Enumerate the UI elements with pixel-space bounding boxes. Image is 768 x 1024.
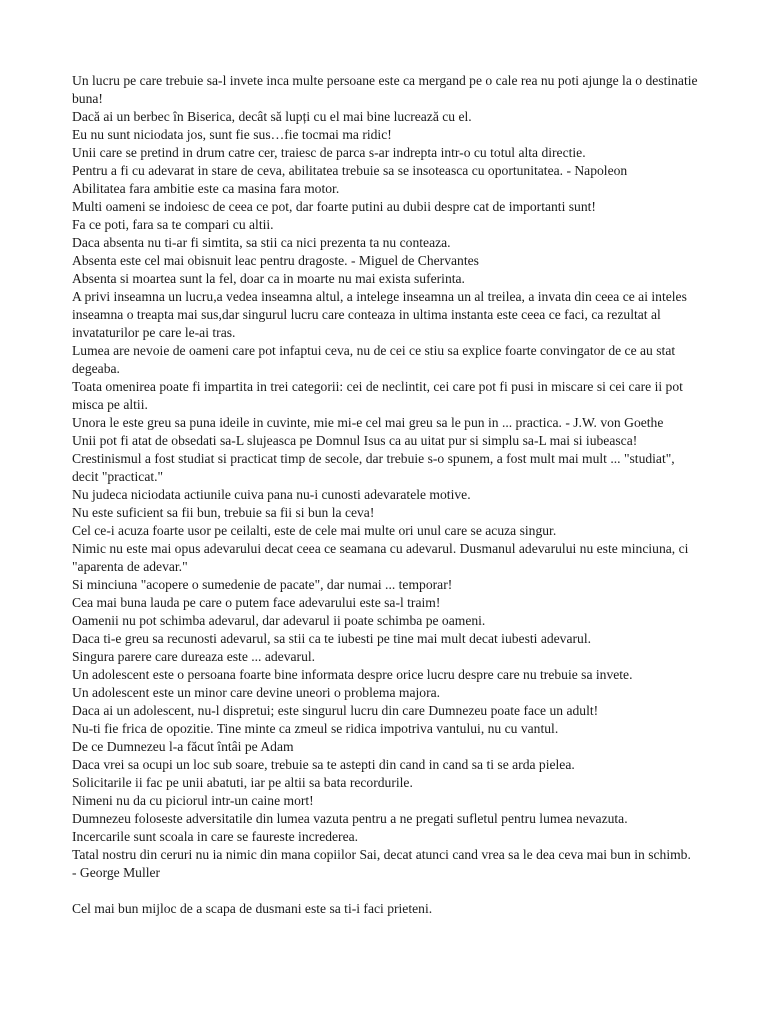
quote-paragraph: Absenta este cel mai obisnuit leac pentru dragoste. - Miguel de Chervantes	[72, 253, 479, 268]
quote-paragraph: Daca ti-e greu sa recunosti adevarul, sa stii ca te iubesti pe tine mai mult decat iubesti adevarul.	[72, 631, 592, 646]
quote-paragraph: Un adolescent este o persoana foarte bine informata despre orice lucru despre care nu trebuie sa invete.	[72, 667, 633, 682]
quote-paragraph: Tatal nostru din ceruri nu ia nimic din mana copiilor Sai, decat atunci cand vrea sa le dea ceva mai bun in schimb. - George Muller	[72, 847, 691, 880]
quote-paragraph: Unii care se pretind in drum catre cer, traiesc de parca s-ar indrepta intr-o cu totul alta directie.	[72, 145, 586, 160]
document-page	[72, 72, 698, 918]
quote-paragraph: A privi inseamna un lucru,a vedea inseamna altul, a intelege inseamna un al treilea, a invata din ceea ce ai inteles inseamna o treapta mai sus,dar singurul lucru care conteaza in ultima instanta este ceea ce faci, ca rezultat al invataturilor pe care le-ai tras.	[72, 289, 687, 340]
quote-paragraph: Lumea are nevoie de oameni care pot infaptui ceva, nu de cei ce stiu sa explice foarte convingator de ce au stat degeaba.	[72, 343, 676, 376]
quote-paragraph: Multi oameni se indoiesc de ceea ce pot, dar foarte putini au dubii despre cat de importanti sunt!	[72, 199, 596, 214]
quote-paragraph: Toata omenirea poate fi impartita in trei categorii: cei de neclintit, cei care pot fi pusi in miscare si cei care ii pot misca pe altii.	[72, 379, 683, 412]
quote-paragraph: Singura parere care dureaza este ... adevarul.	[72, 649, 316, 664]
quote-paragraph: Daca absenta nu ti-ar fi simtita, sa stii ca nici prezenta ta nu conteaza.	[72, 235, 451, 250]
quote-paragraph: Abilitatea fara ambitie este ca masina fara motor.	[72, 181, 340, 196]
quote-paragraph: Absenta si moartea sunt la fel, doar ca in moarte nu mai exista suferinta.	[72, 271, 465, 286]
quote-paragraph: Oamenii nu pot schimba adevarul, dar adevarul ii poate schimba pe oameni.	[72, 613, 486, 628]
quote-paragraph: Fa ce poti, fara sa te compari cu altii.	[72, 217, 274, 232]
quote-paragraph: Incercarile sunt scoala in care se faureste increderea.	[72, 829, 359, 844]
quote-paragraph: Crestinismul a fost studiat si practicat timp de secole, dar trebuie s-o spunem, a fost mult mai mult ... "studiat", decit "practicat."	[72, 451, 675, 484]
quote-paragraph: Unora le este greu sa puna ideile in cuvinte, mie mi-e cel mai greu sa le pun in ... practica. - J.W. von Goethe	[72, 415, 664, 430]
quote-paragraph: Dacă ai un berbec în Biserica, decât să lupți cu el mai bine lucrează cu el.	[72, 109, 472, 124]
quote-paragraph: Eu nu sunt niciodata jos, sunt fie sus…fie tocmai ma ridic!	[72, 127, 392, 142]
quote-paragraph: Cea mai buna lauda pe care o putem face adevarului este sa-l traim!	[72, 595, 441, 610]
quote-paragraph: Nimic nu este mai opus adevarului decat ceea ce seamana cu adevarul. Dusmanul adevarului nu este minciuna, ci "aparenta de adevar."	[72, 541, 689, 574]
quote-paragraph: Nu este suficient sa fii bun, trebuie sa fii si bun la ceva!	[72, 505, 375, 520]
quote-paragraph: Nimeni nu da cu piciorul intr-un caine mort!	[72, 793, 314, 808]
quote-paragraph: Nu judeca niciodata actiunile cuiva pana nu-i cunosti adevaratele motive.	[72, 487, 471, 502]
quote-paragraph: Si minciuna "acopere o sumedenie de pacate", dar numai ... temporar!	[72, 577, 453, 592]
closing-quote: Cel mai bun mijloc de a scapa de dusmani este sa ti-i faci prieteni.	[72, 901, 433, 916]
quote-paragraph: Dumnezeu foloseste adversitatile din lumea vazuta pentru a ne pregati sufletul pentru lumea nevazuta.	[72, 811, 628, 826]
quote-paragraph: Unii pot fi atat de obsedati sa-L slujeasca pe Domnul Isus ca au uitat pur si simplu sa-L mai si iubeasca!	[72, 433, 638, 448]
blank-line	[72, 882, 698, 900]
quote-paragraph: Cel ce-i acuza foarte usor pe ceilalti, este de cele mai multe ori unul care se acuza singur.	[72, 523, 557, 538]
quote-paragraph: Un adolescent este un minor care devine uneori o problema majora.	[72, 685, 441, 700]
quote-paragraph: Solicitarile ii fac pe unii abatuti, iar pe altii sa bata recordurile.	[72, 775, 413, 790]
quote-paragraph: Daca vrei sa ocupi un loc sub soare, trebuie sa te astepti din cand in cand sa ti se arda pielea.	[72, 757, 575, 772]
quote-paragraph: Daca ai un adolescent, nu-l dispretui; este singurul lucru din care Dumnezeu poate face un adult!	[72, 703, 599, 718]
quote-paragraph: Nu-ti fie frica de opozitie. Tine minte ca zmeul se ridica impotriva vantului, nu cu vantul.	[72, 721, 559, 736]
quote-paragraph: Pentru a fi cu adevarat in stare de ceva, abilitatea trebuie sa se insoteasca cu oportunitatea. - Napoleon	[72, 163, 628, 178]
quote-paragraph: Un lucru pe care trebuie sa-l invete inca multe persoane este ca mergand pe o cale rea nu poti ajunge la o destinatie buna!	[72, 73, 698, 106]
quote-paragraph: De ce Dumnezeu l-a făcut întâi pe Adam	[72, 739, 294, 754]
